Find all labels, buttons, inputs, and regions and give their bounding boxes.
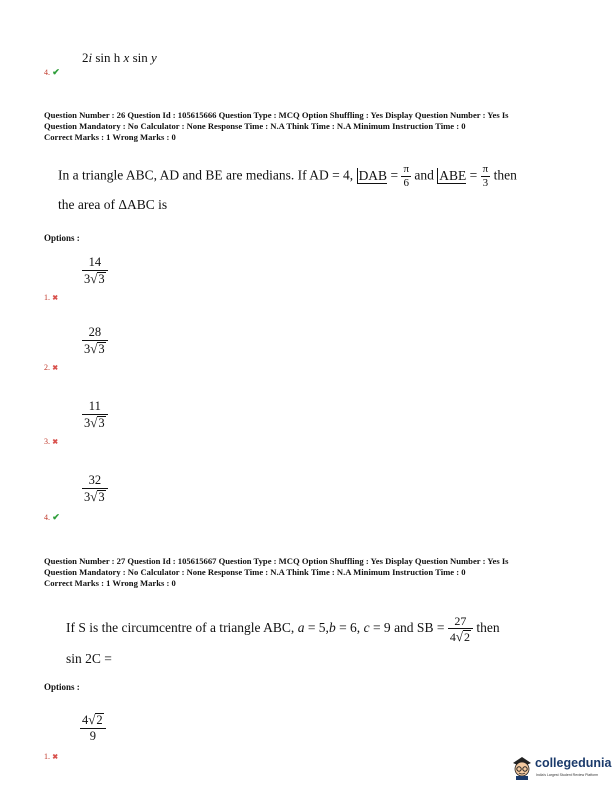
pi-over-3: $\frac{\pi}{3}$ — [482, 163, 489, 189]
q27-options-label: Options : — [44, 682, 80, 692]
expr-lead: 2 — [82, 50, 89, 65]
q27-question-text: If S is the circumcentre of a triangle ABC, a = 5,b = 6, c = 9 and SB = $\frac{27}{4√2}$ then — [66, 614, 500, 644]
q26-options-label: Options : — [44, 233, 80, 243]
wrong-cross-icon: ✖ — [52, 438, 59, 446]
expr-sin: sin — [129, 50, 151, 65]
mascot-icon — [510, 754, 534, 780]
eq-2: = — [466, 167, 481, 183]
q26-text-line2: the area of ΔABC is — [58, 197, 168, 212]
q26-option-4[interactable] — [44, 512, 60, 523]
q26-option-4-value: $\frac{32}{3√3}$ — [82, 474, 108, 503]
then-word: then — [490, 167, 517, 183]
wrong-cross-icon: ✖ — [52, 294, 59, 302]
q27-meta-line3: Correct Marks : 1 Wrong Marks : 0 — [44, 578, 176, 588]
correct-check-icon: ✔ — [52, 67, 60, 77]
prev-option-expression — [82, 50, 157, 66]
angle-abe: ABE — [439, 167, 467, 183]
then-word: then — [472, 620, 500, 636]
q26-option-1[interactable] — [44, 292, 58, 302]
and-word: and — [411, 167, 438, 183]
expr-mid: sin h — [92, 50, 124, 65]
pi-over-6: $\frac{\pi}{6}$ — [403, 163, 410, 189]
angle-dab: DAB — [358, 167, 388, 183]
logo-tagline: India's Largest Student Review Platform — [536, 773, 599, 777]
eq-1: = — [387, 167, 402, 183]
option-number: 4. — [44, 68, 50, 77]
q26-option-1-value: $\frac{14}{3√3}$ — [82, 256, 108, 285]
q27-text-a: If S is the circumcentre of a triangle ABC, — [66, 620, 298, 636]
q26-meta-line1: Question Number : 26 Question Id : 105615666 Question Type : MCQ Option Shuffling : Yes Display Question Number : Yes Is — [44, 110, 509, 120]
sb-fraction: $\frac{27}{4√2}$ — [448, 615, 473, 643]
and-sb: and SB = — [390, 620, 445, 636]
q27-option-1-value: $\frac{4√2}{9}$ — [80, 713, 106, 742]
q27-meta-line1: Question Number : 27 Question Id : 105615667 Question Type : MCQ Option Shuffling : Yes Display Question Number : Yes Is — [44, 556, 509, 566]
logo-name: collegedunia — [535, 756, 612, 770]
q26-meta — [44, 110, 584, 143]
q26-question-text — [58, 164, 517, 189]
expr-y: y — [151, 50, 157, 65]
correct-check-icon: ✔ — [52, 512, 60, 522]
q26-option-3-value: $\frac{11}{3√3}$ — [82, 400, 108, 429]
expr-i: i — [88, 50, 93, 65]
q26-meta-line3: Correct Marks : 1 Wrong Marks : 0 — [44, 132, 176, 142]
q27-text-line2: sin 2C = — [66, 651, 112, 666]
option-number: 1. — [44, 293, 50, 302]
expr-x: x — [123, 50, 130, 65]
wrong-cross-icon: ✖ — [52, 364, 59, 372]
collegedunia-logo — [510, 752, 610, 786]
q26-option-3[interactable] — [44, 436, 58, 446]
q26-option-2-value: $\frac{28}{3√3}$ — [82, 326, 108, 355]
option-number: 4. — [44, 513, 50, 522]
option-number: 3. — [44, 437, 50, 446]
option-number: 1. — [44, 752, 50, 761]
q27-meta-line2: Question Mandatory : No Calculator : None Response Time : N.A Think Time : N.A Minimum Instruction Time : 0 — [44, 567, 466, 577]
prev-option-number — [44, 67, 60, 78]
q26-option-2[interactable] — [44, 362, 58, 372]
q27-meta — [44, 556, 584, 589]
q26-text-a: In a triangle ABC, AD and BE are medians. If AD = 4, — [58, 167, 357, 183]
q27-option-1[interactable] — [44, 751, 58, 761]
option-number: 2. — [44, 363, 50, 372]
wrong-cross-icon: ✖ — [52, 753, 59, 761]
q26-meta-line2: Question Mandatory : No Calculator : None Response Time : N.A Think Time : N.A Minimum Instruction Time : 0 — [44, 121, 466, 131]
